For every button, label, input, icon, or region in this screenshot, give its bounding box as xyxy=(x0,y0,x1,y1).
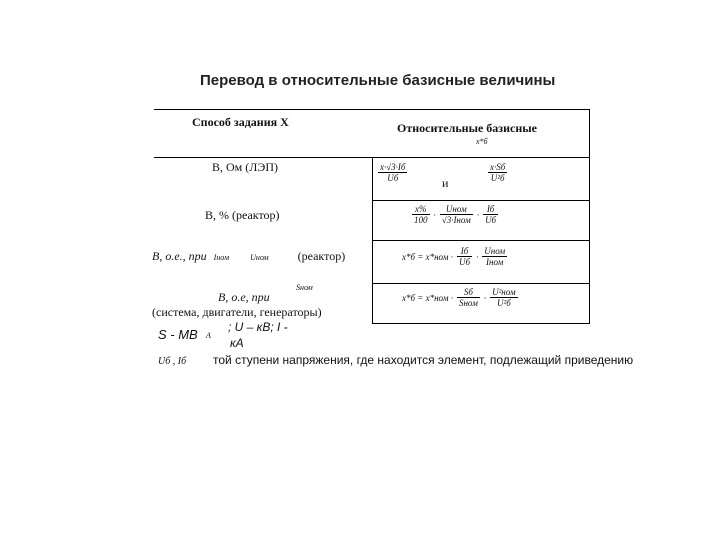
formula-numerator: x·√3·Iб xyxy=(380,162,406,172)
formula-denominator: Uб xyxy=(387,173,399,183)
row-pu-system-formula: x*б = x*ном · $\frac{Sб}{\text{Sном}}$ · $\frac{\text{U²ном}}{\text{U²б}}$ xyxy=(402,287,516,308)
formula-numerator: x% xyxy=(412,204,430,215)
row-pu-sym-i: Iном xyxy=(213,253,230,262)
formula-denominator: √3·Iном xyxy=(441,215,471,225)
formula-denominator: 100 xyxy=(414,215,428,225)
table-column-divider xyxy=(372,157,373,324)
footnote-units-s: S - МВ xyxy=(158,327,198,342)
formula-lhs: x*б = x*ном · xyxy=(402,293,453,304)
formula-numerator: Iб xyxy=(483,204,498,215)
row-pu-reactor-label xyxy=(152,249,345,264)
formula-numerator: Sб xyxy=(457,287,480,298)
table-top-border xyxy=(154,109,590,110)
formula-denominator: Iном xyxy=(486,257,504,267)
footnote-description: той ступени напряжения, где находится элемент, подлежащий приведению xyxy=(213,353,634,367)
formula-lhs: x*б = x*ном · xyxy=(402,252,453,263)
page-title: Перевод в относительные базисные величины xyxy=(200,72,556,89)
row-percent-formula: $\frac{x\%}{100}$ · $\frac{\text{Uном}}{\text{√3·Iном}}$ · $\frac{Iб}{Uб}$ xyxy=(414,204,497,225)
table-row-divider-1 xyxy=(372,200,590,201)
row-pu-system-sym: Sном xyxy=(296,283,313,292)
row-ohm-formula-2 xyxy=(488,162,507,183)
footnote-base-symbols: Uб , Iб xyxy=(158,356,187,367)
footnote-units-ui: ; U – кВ; I - xyxy=(228,320,288,334)
table-row-divider-3 xyxy=(372,283,590,284)
header-symbol: x*б xyxy=(476,137,488,146)
formula-numerator: Iб xyxy=(457,246,472,257)
footnote-units-ka: кА xyxy=(230,336,244,350)
row-ohm-formula-1 xyxy=(378,162,407,183)
table-row-divider-2 xyxy=(372,240,590,241)
formula-numerator: Uном xyxy=(440,204,473,215)
formula-denominator: Sном xyxy=(458,298,478,308)
row-pu-system-label-1 xyxy=(218,290,270,305)
row-pu-system-label-2: (система, двигатели, генераторы) xyxy=(152,305,322,319)
row-ohm-conjunction: и xyxy=(442,176,449,190)
formula-numerator: x·Sб xyxy=(490,162,506,172)
footnote-units-s-suffix: А xyxy=(206,331,211,340)
row-pu-prefix: В, о.е., при xyxy=(152,249,207,263)
row-ohm-label: В, Ом (ЛЭП) xyxy=(212,160,278,174)
row-percent-label: В, % (реактор) xyxy=(205,208,280,222)
formula-numerator: U²ном xyxy=(492,287,516,297)
row-pu-system-prefix: В, о.е, при xyxy=(218,290,270,304)
formula-numerator: Uном xyxy=(484,246,506,256)
header-method: Способ задания X xyxy=(192,115,289,129)
formula-denominator: U²б xyxy=(497,298,511,308)
row-pu-reactor-formula: x*б = x*ном · $\frac{Iб}{Uб}$ · $\frac{\text{Uном}}{\text{Iном}}$ xyxy=(402,246,506,267)
formula-denominator: Uб xyxy=(485,215,497,225)
table-right-border xyxy=(589,109,590,324)
row-pu-sym-u: Uном xyxy=(250,253,269,262)
header-relative-base: Относительные базисные xyxy=(397,121,537,135)
formula-denominator: U²б xyxy=(490,173,505,183)
row-pu-suffix: (реактор) xyxy=(297,249,346,263)
formula-denominator: Uб xyxy=(458,257,470,267)
table-row-divider-4 xyxy=(372,323,590,324)
